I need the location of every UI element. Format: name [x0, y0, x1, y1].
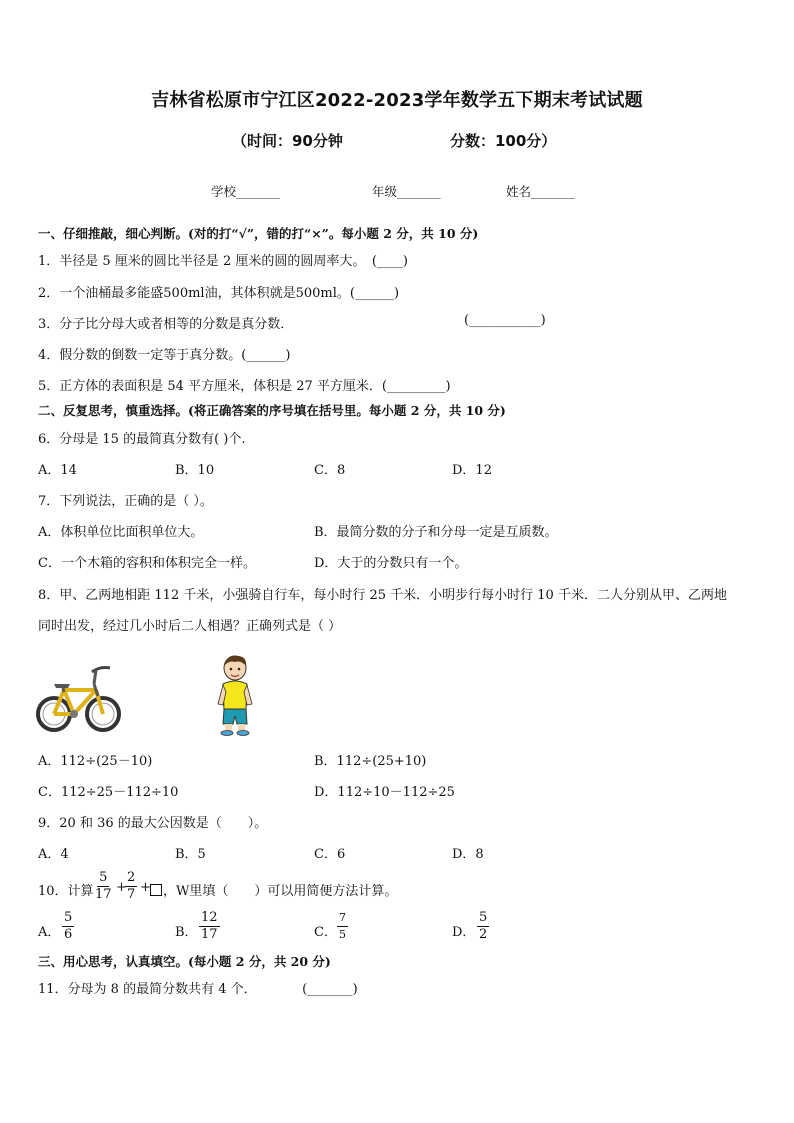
question-10-prefix: 10．计算	[38, 884, 94, 899]
q8-option-a: A．112÷(25－10)	[38, 754, 153, 769]
question-6: 6．分母是 15 的最简真分数有( )个.	[38, 432, 246, 447]
q9-option-d: D．8	[452, 847, 484, 862]
q10-option-b-numerator: 12	[201, 910, 218, 925]
q10-option-c-numerator: 7	[337, 910, 348, 927]
grade-field: 年级_______	[372, 184, 441, 199]
name-field: 姓名_______	[506, 184, 575, 199]
page-title: 吉林省松原市宁江区2022-2023学年数学五下期末考试试题	[151, 90, 643, 111]
question-10-suffix: ，W里填（ ）可以用简便方法计算。	[163, 884, 398, 899]
q10-plus-2: +	[140, 880, 151, 895]
q10-plus-1: +	[116, 880, 127, 895]
q6-option-b: B．10	[175, 463, 215, 478]
q10-option-b-letter: B．	[175, 925, 198, 940]
section-1-heading: 一、仔细推敲，细心判断。(对的打“√”，错的打“×”。每小题 2 分，共 10 分)	[38, 226, 479, 241]
q10-fraction-1-numerator: 5	[99, 870, 108, 885]
q8-option-d: D．112÷10－112÷25	[314, 785, 455, 800]
q10-option-d-fraction	[477, 910, 489, 943]
bicycle-illustration	[36, 658, 122, 736]
q10-option-a-denominator: 6	[64, 927, 73, 942]
section-3-heading: 三、用心思考，认真填空。(每小题 2 分，共 20 分)	[38, 954, 331, 969]
q10-fraction-2	[125, 870, 137, 903]
q6-option-a: A．14	[38, 463, 77, 478]
q10-option-b-denominator: 17	[201, 927, 218, 942]
q10-option-a-numerator: 5	[64, 910, 73, 925]
q8-option-c: C．112÷25－112÷10	[38, 785, 179, 800]
question-7: 7．下列说法，正确的是（ ）。	[38, 494, 213, 509]
q10-option-d-denominator: 2	[479, 927, 488, 942]
q7-option-a: A．体积单位比面积单位大。	[38, 525, 204, 540]
q10-option-c-letter: C．	[314, 925, 337, 940]
exam-score: 分数：100分）	[450, 132, 557, 150]
question-5: 5．正方体的表面积是 54 平方厘米，体积是 27 平方厘米．(_________)	[38, 379, 451, 394]
question-8-line-2: 同时出发，经过几小时后二人相遇？正确列式是（ ）	[38, 619, 342, 634]
question-1: 1．半径是 5 厘米的圆比半径是 2 厘米的圆的圆周率大。 (____)	[38, 254, 408, 269]
question-3: 3．分子比分母大或者相等的分数是真分数．	[38, 317, 294, 332]
exam-time: （时间：90分钟	[232, 132, 343, 150]
q10-option-b-fraction	[199, 910, 220, 943]
q10-option-c-fraction	[337, 910, 348, 943]
q7-option-c: C．一个木箱的容积和体积完全一样。	[38, 556, 256, 571]
question-8-line-1: 8．甲、乙两地相距 112 千米，小强骑自行车，每小时行 25 千米．小明步行每小时行 10 千米．二人分别从甲、乙两地	[38, 588, 727, 603]
q9-option-b: B．5	[175, 847, 206, 862]
q9-option-c: C．6	[314, 847, 346, 862]
q10-option-d-numerator: 5	[479, 910, 488, 925]
section-2-heading: 二、反复思考，慎重选择。(将正确答案的序号填在括号里。每小题 2 分，共 10 分)	[38, 403, 506, 418]
q7-option-d: D．大于的分数只有一个。	[314, 556, 468, 571]
q10-option-d-letter: D．	[452, 925, 476, 940]
q10-fraction-2-numerator: 2	[127, 870, 136, 885]
question-3-blank: (___________)	[464, 313, 546, 328]
question-11: 11．分母为 8 的最简分数共有 4 个． (_______)	[38, 982, 358, 997]
q10-option-c-denominator: 5	[339, 928, 346, 941]
q10-blank-box	[150, 880, 162, 899]
q10-option-a-fraction	[62, 910, 74, 943]
q6-option-d: D．12	[452, 463, 492, 478]
q10-option-a-letter: A．	[38, 925, 61, 940]
q7-option-b: B．最简分数的分子和分母一定是互质数。	[314, 525, 558, 540]
q9-option-a: A．4	[38, 847, 69, 862]
question-9: 9．20 和 36 的最大公因数是（ ）。	[38, 816, 268, 831]
school-field: 学校_______	[211, 184, 280, 199]
question-2: 2．一个油桶最多能盛500ml油，其体积就是500ml。(______)	[38, 286, 400, 301]
q10-fraction-1	[93, 870, 114, 903]
q6-option-c: C．8	[314, 463, 346, 478]
q8-option-b: B．112÷(25+10)	[314, 754, 427, 769]
boy-illustration	[215, 654, 257, 736]
q10-fraction-1-denominator: 17	[95, 887, 112, 902]
question-4: 4．假分数的倒数一定等于真分数。(______)	[38, 348, 291, 363]
q10-fraction-2-denominator: 7	[127, 887, 136, 902]
